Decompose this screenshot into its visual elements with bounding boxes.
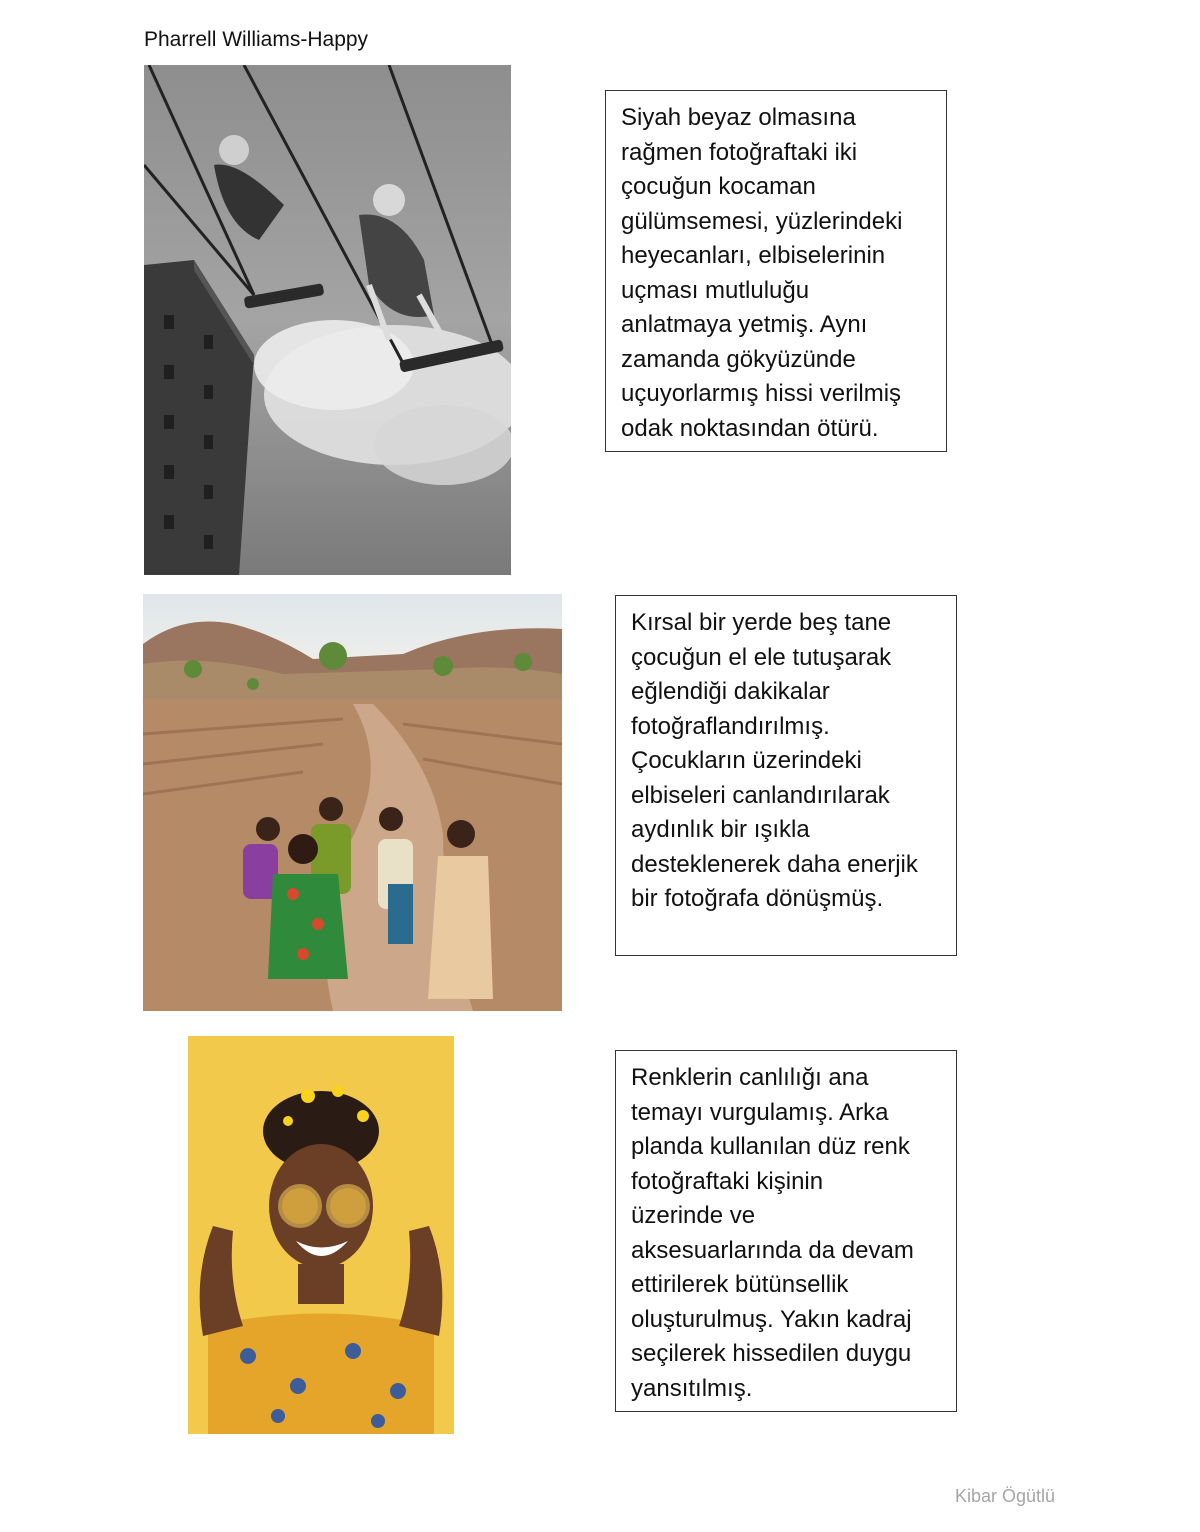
caption-box-3: Renklerin canlılığı ana temayı vurgulamış. Arka planda kullanılan düz renk fotoğraftaki kişinin üzerinde ve aksesuarlarında da devam ettirilerek bütünsellik oluşturulmuş. Yakın kadraj seçilerek hissedilen duygu yansıtılmış. (615, 1050, 957, 1412)
children-circle-photo (143, 594, 562, 1011)
document-title: Pharrell Williams-Happy (144, 28, 369, 51)
caption-box-2: Kırsal bir yerde beş tane çocuğun el ele tutuşarak eğlendiği dakikalar fotoğraflandırılmış. Çocukların üzerindeki elbiseleri canlandırılarak aydınlık bir ışıkla desteklenerek daha enerjik bir fotoğrafa dönüşmüş. (615, 595, 957, 956)
smiling-woman-photo (188, 1036, 454, 1434)
footer-author: Kibar Ögütlü (955, 1486, 1056, 1506)
caption-box-1: Siyah beyaz olmasına rağmen fotoğraftaki iki çocuğun kocaman gülümsemesi, yüzlerindeki heyecanları, elbiselerinin uçması mutluluğu anlatmaya yetmiş. Aynı zamanda gökyüzünde uçuyorlarmış hissi verilmiş odak noktasından ötürü. (605, 90, 947, 452)
swinging-children-photo (144, 65, 511, 575)
